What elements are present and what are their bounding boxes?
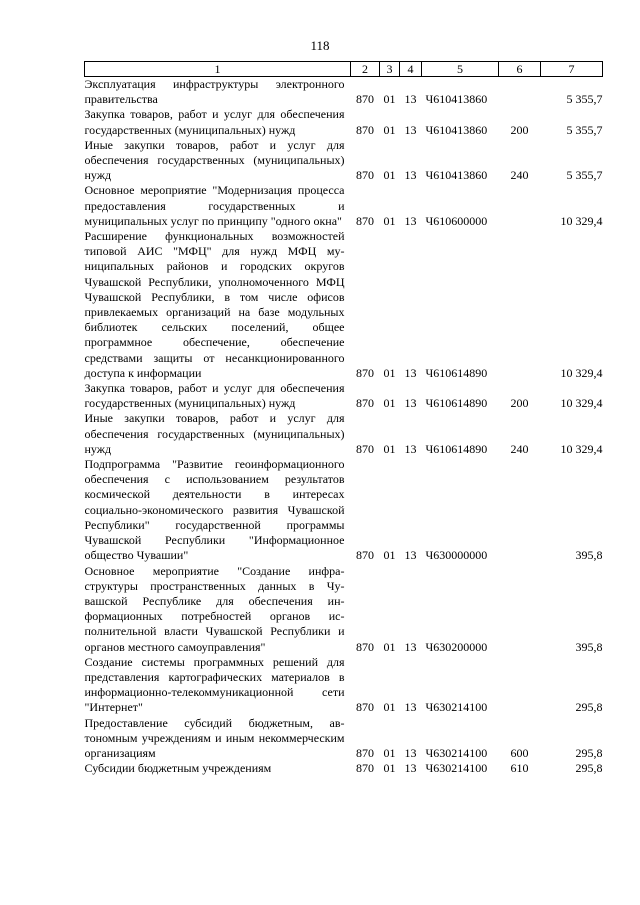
target-article-code: Ч610413860 xyxy=(425,168,488,183)
section-code: 01 xyxy=(383,168,396,183)
ministry-code: 870 xyxy=(356,168,374,183)
table-row xyxy=(85,564,603,655)
section-code: 01 xyxy=(383,213,396,228)
amount: 10 329,4 xyxy=(560,441,603,456)
table-row xyxy=(85,411,603,457)
ministry-code: 870 xyxy=(356,761,374,776)
ministry-code: 870 xyxy=(356,639,374,654)
expense-type-code xyxy=(499,457,541,563)
target-article-code: Ч630214100 xyxy=(425,745,488,760)
row-description: Расширение функциональных возможностей типовой АИС "МФЦ" для нужд МФЦ муниципальных районов и городских округов Чувашской Республики, уполномоченного МФЦ Чувашской Республики, в том числе офисов привлекаемых организаций на базе модульных библиотек сельских поселений, общее программное обеспечение, обеспечение средствами защиты от несанкционированного доступа к информации xyxy=(84,229,345,380)
table-row xyxy=(85,655,603,716)
subsection-code: 13 xyxy=(404,396,417,411)
section-code: 01 xyxy=(383,745,396,760)
expense-type-code: 240 xyxy=(510,168,529,183)
table-row xyxy=(85,716,603,762)
amount: 5 355,7 xyxy=(566,122,603,137)
ministry-code: 870 xyxy=(356,548,374,563)
amount: 10 329,4 xyxy=(560,365,603,380)
column-header-3: 3 xyxy=(380,62,400,77)
target-article-code: Ч630214100 xyxy=(425,700,488,715)
section-code: 01 xyxy=(383,761,396,776)
expense-type-code xyxy=(499,564,541,655)
target-article-code: Ч630000000 xyxy=(425,548,488,563)
table-row xyxy=(85,381,603,411)
section-code: 01 xyxy=(383,92,396,107)
table-row xyxy=(85,77,603,108)
subsection-code: 13 xyxy=(404,548,417,563)
target-article-code: Ч610413860 xyxy=(425,92,488,107)
subsection-code: 13 xyxy=(404,700,417,715)
subsection-code: 13 xyxy=(404,761,417,776)
amount: 295,8 xyxy=(575,700,603,715)
table-row xyxy=(85,138,603,184)
table-row xyxy=(85,761,603,776)
section-code: 01 xyxy=(383,365,396,380)
row-description: Эксплуатация инфраструктуры электронного правительства xyxy=(84,77,345,107)
amount: 5 355,7 xyxy=(566,168,603,183)
column-header-2: 2 xyxy=(351,62,380,77)
target-article-code: Ч630214100 xyxy=(425,761,488,776)
expense-type-code: 200 xyxy=(510,396,529,411)
row-description: Создание системы программных решений для представления картографических материалов в информационно-телекоммуникационной сети "Интернет" xyxy=(84,654,345,715)
page-number: 118 xyxy=(310,38,330,53)
ministry-code: 870 xyxy=(356,213,374,228)
row-description: Закупка товаров, работ и услуг для обеспечения государственных (муниципальных) нужд xyxy=(84,107,345,137)
ministry-code: 870 xyxy=(356,122,374,137)
subsection-code: 13 xyxy=(404,441,417,456)
row-description: Иные закупки товаров, работ и услуг для обеспечения государственных (муниципальных) нужд xyxy=(84,137,345,183)
expense-type-code: 610 xyxy=(510,761,529,776)
section-code: 01 xyxy=(383,396,396,411)
column-header-6: 6 xyxy=(499,62,541,77)
target-article-code: Ч610614890 xyxy=(425,441,488,456)
ministry-code: 870 xyxy=(356,396,374,411)
section-code: 01 xyxy=(383,700,396,715)
amount: 295,8 xyxy=(575,745,603,760)
subsection-code: 13 xyxy=(404,639,417,654)
row-description: Субсидии бюджетным учреждениям xyxy=(84,761,272,776)
subsection-code: 13 xyxy=(404,122,417,137)
expense-type-code xyxy=(499,229,541,381)
column-header-4: 4 xyxy=(400,62,422,77)
column-header-7: 7 xyxy=(541,62,603,77)
budget-table xyxy=(84,61,603,776)
ministry-code: 870 xyxy=(356,92,374,107)
subsection-code: 13 xyxy=(404,92,417,107)
ministry-code: 870 xyxy=(356,441,374,456)
section-code: 01 xyxy=(383,441,396,456)
amount: 395,8 xyxy=(575,548,603,563)
table-header xyxy=(85,62,603,77)
target-article-code: Ч610413860 xyxy=(425,122,488,137)
amount: 10 329,4 xyxy=(560,396,603,411)
section-code: 01 xyxy=(383,122,396,137)
ministry-code: 870 xyxy=(356,745,374,760)
row-description: Закупка товаров, работ и услуг для обеспечения государственных (муниципальных) нужд xyxy=(84,381,345,411)
expense-type-code xyxy=(499,655,541,716)
target-article-code: Ч610614890 xyxy=(425,396,488,411)
section-code: 01 xyxy=(383,548,396,563)
amount: 295,8 xyxy=(575,761,603,776)
row-description: Основное мероприятие "Модернизация процесса предоставления государственных и муниципальных услуг по принципу "одного окна" xyxy=(84,183,345,228)
header-row xyxy=(85,62,603,77)
target-article-code: Ч630200000 xyxy=(425,639,488,654)
subsection-code: 13 xyxy=(404,213,417,228)
amount: 10 329,4 xyxy=(560,213,603,228)
table-row xyxy=(85,183,603,229)
subsection-code: 13 xyxy=(404,745,417,760)
subsection-code: 13 xyxy=(404,168,417,183)
row-description: Предоставление субсидий бюджетным, автономным учреждениям и иным некоммерческим организациям xyxy=(84,715,345,760)
expense-type-code: 600 xyxy=(510,745,529,760)
expense-type-code xyxy=(499,77,541,108)
row-description: Основное мероприятие "Создание инфраструктуры пространственных данных в Чувашской Республике для обеспечения информационных потребностей органов исполнительной власти Чувашской Республики и органов местного самоуправления" xyxy=(84,563,345,654)
table-row xyxy=(85,107,603,137)
column-header-1: 1 xyxy=(85,62,351,77)
table-row xyxy=(85,229,603,381)
expense-type-code: 240 xyxy=(510,441,529,456)
subsection-code: 13 xyxy=(404,365,417,380)
row-description: Подпрограмма "Развитие геоинформационного обеспечения с использованием результатов космической деятельности в интересах социально-экономического развития Чувашской Республики" государственной программы Чувашской Республики "Информационное общество Чувашии" xyxy=(84,457,345,563)
target-article-code: Ч610600000 xyxy=(425,213,488,228)
table-row xyxy=(85,457,603,563)
target-article-code: Ч610614890 xyxy=(425,365,488,380)
row-description: Иные закупки товаров, работ и услуг для обеспечения государственных (муниципальных) нужд xyxy=(84,411,345,456)
expense-type-code xyxy=(499,183,541,229)
ministry-code: 870 xyxy=(356,365,374,380)
expense-type-code: 200 xyxy=(510,122,529,137)
ministry-code: 870 xyxy=(356,700,374,715)
column-header-5: 5 xyxy=(422,62,499,77)
amount: 395,8 xyxy=(575,639,603,654)
section-code: 01 xyxy=(383,639,396,654)
amount: 5 355,7 xyxy=(566,92,603,107)
